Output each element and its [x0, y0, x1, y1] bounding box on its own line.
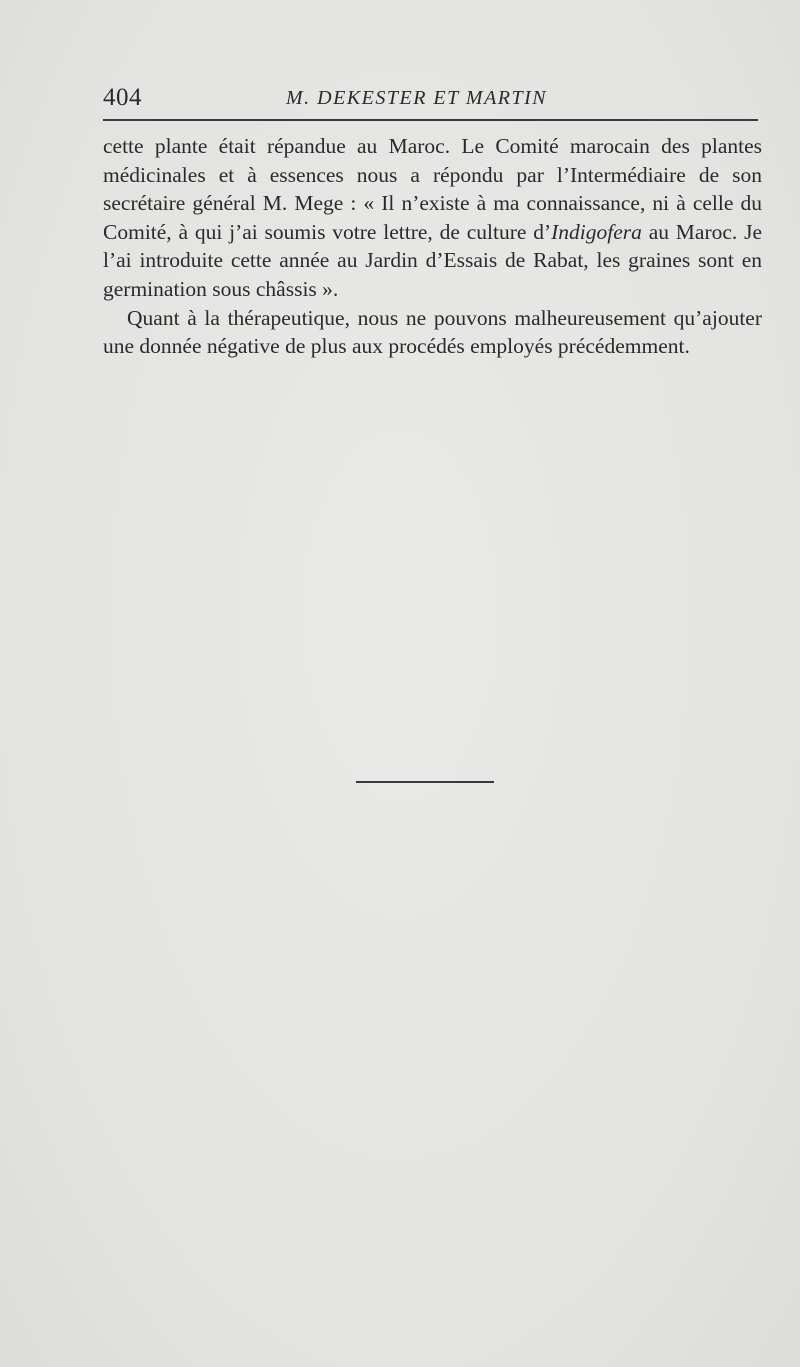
paragraph-1-part-1: cette plante était répandue au Maroc. Le Comité marocain des plantes médicinales et à essences nous a répondu par l’Intermédiaire de son secrétaire général M. Mege : « Il n’existe à ma connaissance, ni à celle du Comité, à qui j’ai soumis votre lettre, de culture d’ [103, 134, 762, 244]
header-rule [103, 119, 758, 121]
paragraph-1 [103, 132, 762, 304]
page-header [103, 80, 758, 116]
paragraph-1-italic-term: Indigofera [551, 219, 642, 244]
page-number: 404 [103, 84, 142, 111]
body-text [103, 132, 762, 361]
paragraph-2: Quant à la thérapeutique, nous ne pouvons malheureusement qu’ajouter une donnée négative de plus aux procédés employés précédemment. [103, 305, 762, 359]
running-head: M. DEKESTER ET MARTIN [286, 87, 548, 109]
end-rule [356, 781, 494, 783]
paragraph-1-part-2: au Maroc. Je l’ai introduite cette année au Jardin d’Essais de Rabat, les graines sont en germination sous châssis ». [103, 219, 762, 301]
